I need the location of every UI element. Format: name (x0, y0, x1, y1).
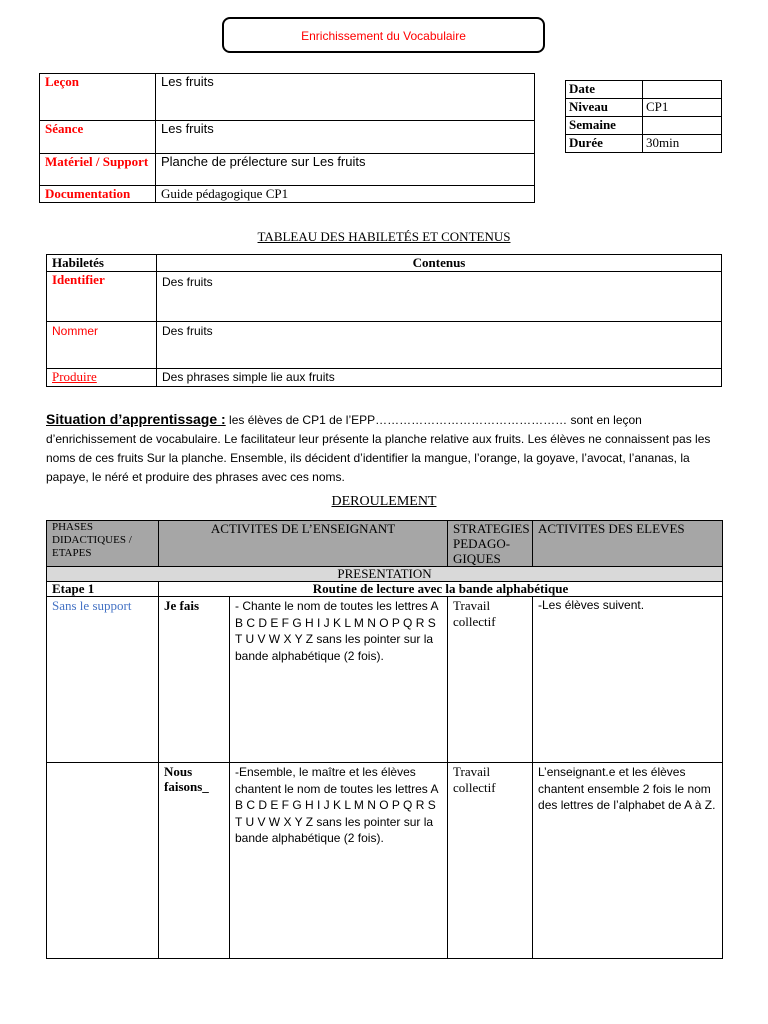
skill-name: Nommer (47, 322, 157, 369)
phases-header: PHASES DIDACTIQUES / ETAPES (47, 521, 159, 567)
presentation-band: PRESENTATION (47, 567, 723, 582)
session-value: Les fruits (156, 121, 535, 154)
empty-phase-cell (47, 763, 159, 959)
level-label: Niveau (566, 99, 643, 117)
contents-header: Contenus (157, 255, 722, 272)
week-label: Semaine (566, 117, 643, 135)
student-activities-header: ACTIVITES DES ELEVES (533, 521, 723, 567)
deroulement-title: DEROULEMENT (331, 494, 437, 509)
without-support-label: Sans le support (47, 597, 159, 763)
nous-faisons-strategy: Travail collectif (448, 763, 533, 959)
lesson-label: Leçon (40, 74, 156, 121)
nous-faisons-label: Nous faisons_ (159, 763, 230, 959)
material-value: Planche de prélecture sur Les fruits (156, 154, 535, 186)
step-label: Etape 1 (47, 582, 159, 597)
je-fais-label: Je fais (159, 597, 230, 763)
situation-text: les élèves de CP1 de l’EPP………………………………………… sont en leçon d’enrichissement de vocabulaire. Le facilitateur leur présente la planche relative aux fruits. Les élèves ne connaissent pas les noms de ces fruits Sur la planche. Ensemble, ils décident d’identifier la mangue, l’orange, la goyave, l’avocat, l’ananas, la papaye, le néré et produire des phrases avec ces noms. (46, 413, 711, 484)
je-fais-strategy: Travail collectif (448, 597, 533, 763)
week-value (643, 117, 722, 135)
routine-label: Routine de lecture avec la bande alphabétique (159, 582, 723, 597)
duration-label: Durée (566, 135, 643, 153)
strategies-header: STRATEGIES PEDAGO-GIQUES (448, 521, 533, 567)
skill-identify: Identifier (47, 272, 157, 322)
skill-produce: Produire (47, 369, 157, 387)
session-label: Séance (40, 121, 156, 154)
documentation-label: Documentation (40, 186, 156, 203)
date-value (643, 81, 722, 99)
content-produce: Des phrases simple lie aux fruits (157, 369, 722, 387)
lesson-value: Les fruits (156, 74, 535, 121)
learning-situation (46, 410, 722, 487)
content-identify: Des fruits (157, 272, 722, 322)
skills-section-title: TABLEAU DES HABILETÉS ET CONTENUS (257, 229, 511, 244)
deroulement-table (46, 520, 723, 959)
level-value: CP1 (643, 99, 722, 117)
nous-faisons-teacher-activity: -Ensemble, le maître et les élèves chantent le nom de toutes les lettres A B C D E F G H I J K L M N O P Q R S T U V W X Y Z sans les pointer sur la bande alphabétique (2 fois). (230, 763, 448, 959)
je-fais-teacher-activity: - Chante le nom de toutes les lettres A B C D E F G H I J K L M N O P Q R S T U V W X Y Z sans les pointer sur la bande alphabétique (2 fois). (230, 597, 448, 763)
duration-value: 30min (643, 135, 722, 153)
teacher-activities-header: ACTIVITES DE L’ENSEIGNANT (159, 521, 448, 567)
skills-table (46, 254, 722, 387)
documentation-value: Guide pédagogique CP1 (156, 186, 535, 203)
je-fais-student-activity: -Les élèves suivent. (533, 597, 723, 763)
document-title: Enrichissement du Vocabulaire (222, 17, 545, 53)
nous-faisons-student-activity: L’enseignant.e et les élèves chantent ensemble 2 fois le nom des lettres de l’alphabet de A à Z. (533, 763, 723, 959)
lesson-table (39, 73, 535, 203)
skills-header: Habiletés (47, 255, 157, 272)
date-label: Date (566, 81, 643, 99)
material-label: Matériel / Support (40, 154, 156, 186)
info-table (565, 80, 722, 153)
situation-label: Situation d’apprentissage : (46, 411, 226, 427)
content-name: Des fruits (157, 322, 722, 369)
